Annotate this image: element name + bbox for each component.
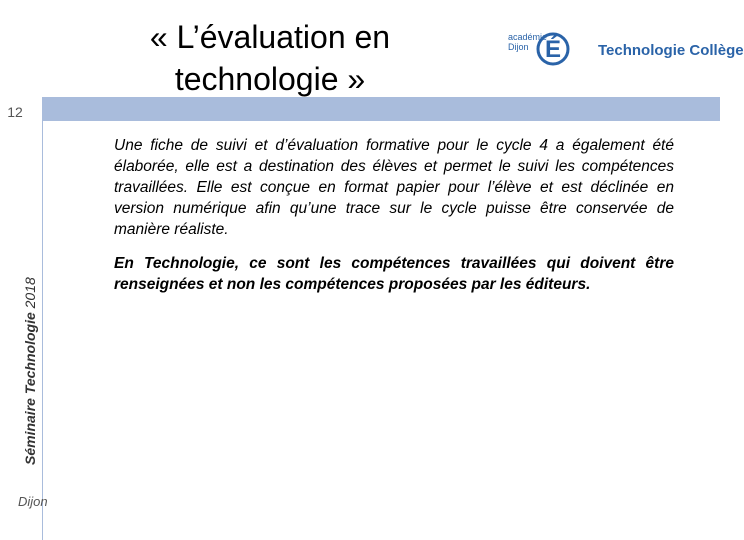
footer-city: Dijon — [18, 494, 48, 509]
logo-academie-line2: Dijon — [508, 42, 529, 52]
logo-academie-line1: académie — [508, 32, 548, 42]
content-paragraph-1: Une fiche de suivi et d’évaluation formative pour le cycle 4 a également été élaborée, elle est a destination des élèves et permet le suivi les compétences travaillées. Elle est conçue en format papier pour l’élève et est déclinée en version numérique afin qu’une trace sur le cycle puisse être conservée de manière réaliste. — [114, 137, 674, 238]
logo-technologie-college: Technologie Collège — [598, 42, 744, 59]
logo-e-icon — [536, 28, 570, 66]
side-label-year: 2018 — [22, 277, 38, 313]
academie-dijon-logo — [508, 24, 744, 72]
logo-letter: É — [544, 36, 562, 63]
slide-title-line1: « L’évaluation en — [149, 19, 391, 55]
slide-title — [120, 16, 420, 100]
side-divider-line — [42, 121, 43, 540]
slide-content — [114, 135, 674, 308]
header-bar — [42, 97, 720, 121]
content-paragraph-2: En Technologie, ce sont les compétences travaillées qui doivent être renseignées et non les compétences proposées par les éditeurs. — [114, 255, 674, 293]
slide-number: 12 — [7, 104, 23, 120]
side-label-title: Séminaire Technologie — [22, 312, 38, 465]
slide-title-line2: technologie » — [174, 61, 366, 97]
